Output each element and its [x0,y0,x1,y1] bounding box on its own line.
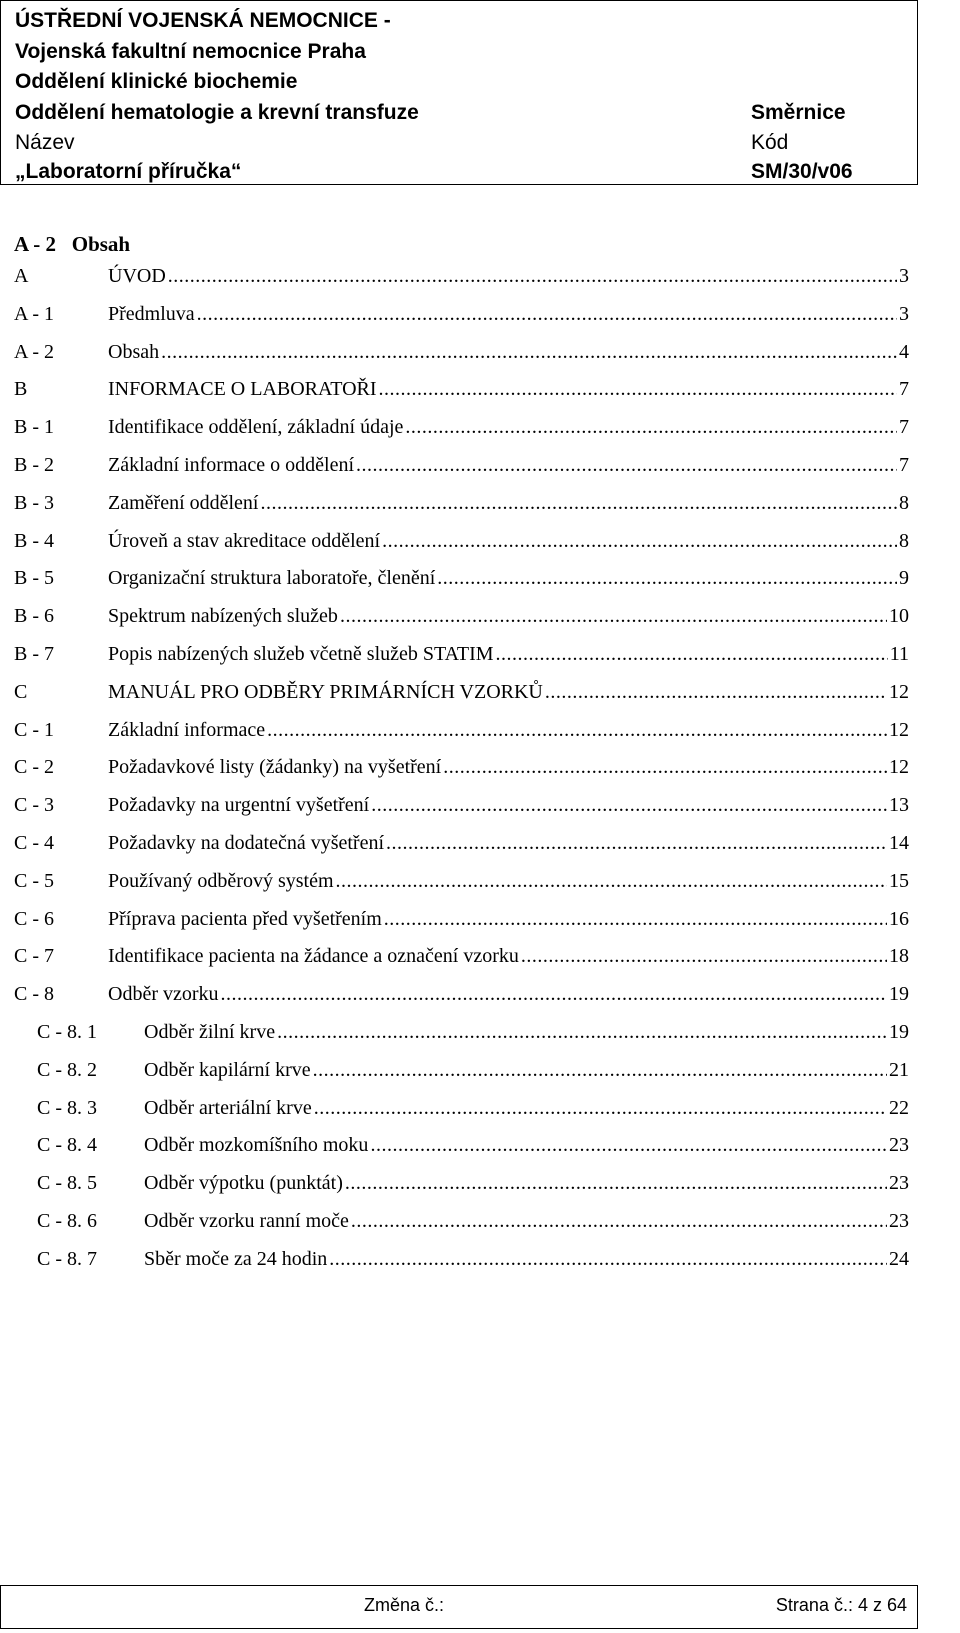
toc-entry-number: C - 7 [14,945,54,967]
toc-leader-dots [351,1207,887,1235]
toc-entry-title: Obsah [108,341,160,363]
hospital-name: Vojenská fakultní nemocnice Praha [15,40,366,63]
toc-entry-page: 23 [889,1134,909,1156]
toc-entry[interactable] [14,564,909,592]
toc-leader-dots [336,867,887,895]
toc-entry[interactable] [14,980,909,1008]
toc-entry[interactable] [37,1018,909,1046]
toc-entry-page: 18 [889,945,909,967]
toc-entry[interactable] [14,867,909,895]
toc-entry[interactable] [14,905,909,933]
toc-entry-number: C - 8. 2 [37,1059,97,1081]
toc-entry-title: Identifikace oddělení, základní údaje [108,416,404,438]
toc-leader-dots [382,527,897,555]
toc-entry-title: Požadavky na urgentní vyšetření [108,794,370,816]
name-label: Název [15,131,75,154]
toc-leader-dots [267,716,887,744]
toc-entry[interactable] [37,1207,909,1235]
toc-leader-dots [379,375,897,403]
toc-entry-number: C - 8. 4 [37,1134,97,1156]
toc-entry-title: Organizační struktura laboratoře, členění [108,567,436,589]
toc-entry-page: 16 [889,908,909,930]
toc-entry[interactable] [14,791,909,819]
toc-leader-dots [261,489,898,517]
toc-entry[interactable] [14,375,909,403]
toc-entry-number: B - 1 [14,416,54,438]
toc-entry-title: Požadavkové listy (žádanky) na vyšetření [108,756,442,778]
toc-entry[interactable] [14,527,909,555]
toc-entry[interactable] [37,1056,909,1084]
toc-entry-number: A - 1 [14,303,54,325]
toc-entry-page: 3 [899,303,909,325]
toc-entry-page: 8 [899,530,909,552]
toc-entry-title: Spektrum nabízených služeb [108,605,338,627]
toc-entry-number: C - 6 [14,908,54,930]
toc-entry-page: 24 [889,1248,909,1270]
toc-entry-number: C - 2 [14,756,54,778]
toc-entry-page: 7 [899,378,909,400]
toc-entry-number: B - 7 [14,643,54,665]
toc-leader-dots [221,980,887,1008]
toc-entry-page: 12 [889,681,909,703]
toc-entry-number: C - 8. 7 [37,1248,97,1270]
toc-entry-page: 23 [889,1210,909,1232]
toc-entry-number: B [14,378,28,400]
toc-entry[interactable] [14,338,909,366]
toc-entry-page: 10 [889,605,909,627]
toc-entry[interactable] [14,451,909,479]
toc-entry-title: Používaný odběrový systém [108,870,334,892]
toc-entry-number: B - 2 [14,454,54,476]
toc-entry-page: 14 [889,832,909,854]
toc-entry-title: Popis nabízených služeb včetně služeb STATIM [108,643,494,665]
toc-entry-page: 11 [889,643,909,665]
toc-entry[interactable] [14,262,909,290]
toc-entry-number: B - 6 [14,605,54,627]
toc-leader-dots [168,262,897,290]
toc-entry-number: B - 3 [14,492,54,514]
toc-entry-number: C - 1 [14,719,54,741]
toc-leader-dots [437,564,897,592]
toc-leader-dots [405,413,897,441]
department-biochemistry: Oddělení klinické biochemie [15,70,298,93]
toc-entry-page: 15 [889,870,909,892]
toc-entry-title: Úroveň a stav akreditace oddělení [108,530,381,552]
document-footer [0,1585,918,1629]
toc-entry-number: C - 8. 3 [37,1097,97,1119]
toc-leader-dots [443,753,887,781]
toc-leader-dots [384,905,887,933]
toc-entry-title: Odběr kapilární krve [144,1059,311,1081]
toc-leader-dots [345,1169,887,1197]
toc-leader-dots [386,829,887,857]
institution-name: ÚSTŘEDNÍ VOJENSKÁ NEMOCNICE - [15,9,391,32]
toc-entry-title: Základní informace [108,719,266,741]
toc-entry-page: 19 [889,983,909,1005]
toc-entry-title: Odběr vzorku [108,983,219,1005]
toc-entry-title: Základní informace o oddělení [108,454,355,476]
toc-entry-title: Identifikace pacienta na žádance a označení vzorku [108,945,519,967]
toc-entry-number: B - 4 [14,530,54,552]
toc-entry-number: A [14,265,29,287]
toc-entry-number: B - 5 [14,567,54,589]
toc-entry-title: INFORMACE O LABORATOŘI [108,378,377,400]
toc-leader-dots [370,1131,887,1159]
toc-leader-dots [340,602,887,630]
toc-entry-page: 4 [899,341,909,363]
toc-entry-title: MANUÁL PRO ODBĚRY PRIMÁRNÍCH VZORKŮ [108,681,543,703]
toc-leader-dots [496,640,888,668]
toc-leader-dots [314,1094,887,1122]
toc-entry-number: C - 5 [14,870,54,892]
toc-entry-page: 9 [899,567,909,589]
change-number-label: Změna č.: [364,1595,445,1615]
toc-entry-number: A - 2 [14,341,54,363]
toc-entry-number: C - 8. 6 [37,1210,97,1232]
toc-leader-dots [545,678,887,706]
toc-leader-dots [371,791,887,819]
toc-entry[interactable] [37,1245,909,1273]
toc-entry-title: ÚVOD [108,265,166,287]
toc-entry-title: Odběr žilní krve [144,1021,276,1043]
toc-leader-dots [161,338,897,366]
toc-entry[interactable] [14,942,909,970]
toc-entry-title: Odběr arteriální krve [144,1097,312,1119]
toc-entry[interactable] [37,1094,909,1122]
document-name: „Laboratorní příručka“ [15,160,242,183]
toc-entry[interactable] [37,1169,909,1197]
toc-entry-page: 8 [899,492,909,514]
toc-entry-number: C - 8. 1 [37,1021,97,1043]
toc-entry-page: 7 [899,416,909,438]
toc-entry-page: 19 [889,1021,909,1043]
section-title: A - 2 Obsah [14,232,131,256]
toc-entry[interactable] [14,753,909,781]
toc-entry-title: Sběr moče za 24 hodin [144,1248,328,1270]
toc-leader-dots [313,1056,887,1084]
toc-entry[interactable] [14,716,909,744]
document-code: SM/30/v06 [751,160,853,183]
toc-entry-title: Předmluva [108,303,195,325]
toc-entry-page: 22 [889,1097,909,1119]
toc-leader-dots [329,1245,887,1273]
toc-entry[interactable] [14,678,909,706]
toc-entry-page: 7 [899,454,909,476]
department-hematology: Oddělení hematologie a krevní transfuze [15,101,419,124]
toc-entry-title: Odběr vzorku ranní moče [144,1210,349,1232]
toc-entry[interactable] [14,300,909,328]
toc-entry-title: Požadavky na dodatečná vyšetření [108,832,385,854]
toc-entry[interactable] [14,602,909,630]
toc-entry-number: C - 3 [14,794,54,816]
toc-entry-page: 12 [889,756,909,778]
toc-entry-title: Příprava pacienta před vyšetřením [108,908,382,930]
toc-entry-page: 12 [889,719,909,741]
toc-entry[interactable] [37,1131,909,1159]
toc-leader-dots [277,1018,887,1046]
toc-entry-page: 3 [899,265,909,287]
toc-entry-page: 13 [889,794,909,816]
toc-entry-title: Zaměření oddělení [108,492,259,514]
toc-leader-dots [356,451,897,479]
toc-entry-title: Odběr výpotku (punktát) [144,1172,343,1194]
toc-entry-number: C [14,681,28,703]
toc-entry-title: Odběr mozkomíšního moku [144,1134,369,1156]
toc-entry-number: C - 8. 5 [37,1172,97,1194]
toc-entry[interactable] [14,413,909,441]
toc-entry[interactable] [14,829,909,857]
document-type: Směrnice [751,101,846,124]
toc-entry[interactable] [14,640,909,668]
toc-entry-page: 23 [889,1172,909,1194]
toc-entry-number: C - 4 [14,832,54,854]
toc-leader-dots [197,300,897,328]
page-number-label: Strana č.: 4 z 64 [775,1595,907,1615]
code-label: Kód [751,131,789,154]
toc-entry-number: C - 8 [14,983,54,1005]
toc-entry-page: 21 [889,1059,909,1081]
toc-leader-dots [521,942,887,970]
toc-entry[interactable] [14,489,909,517]
